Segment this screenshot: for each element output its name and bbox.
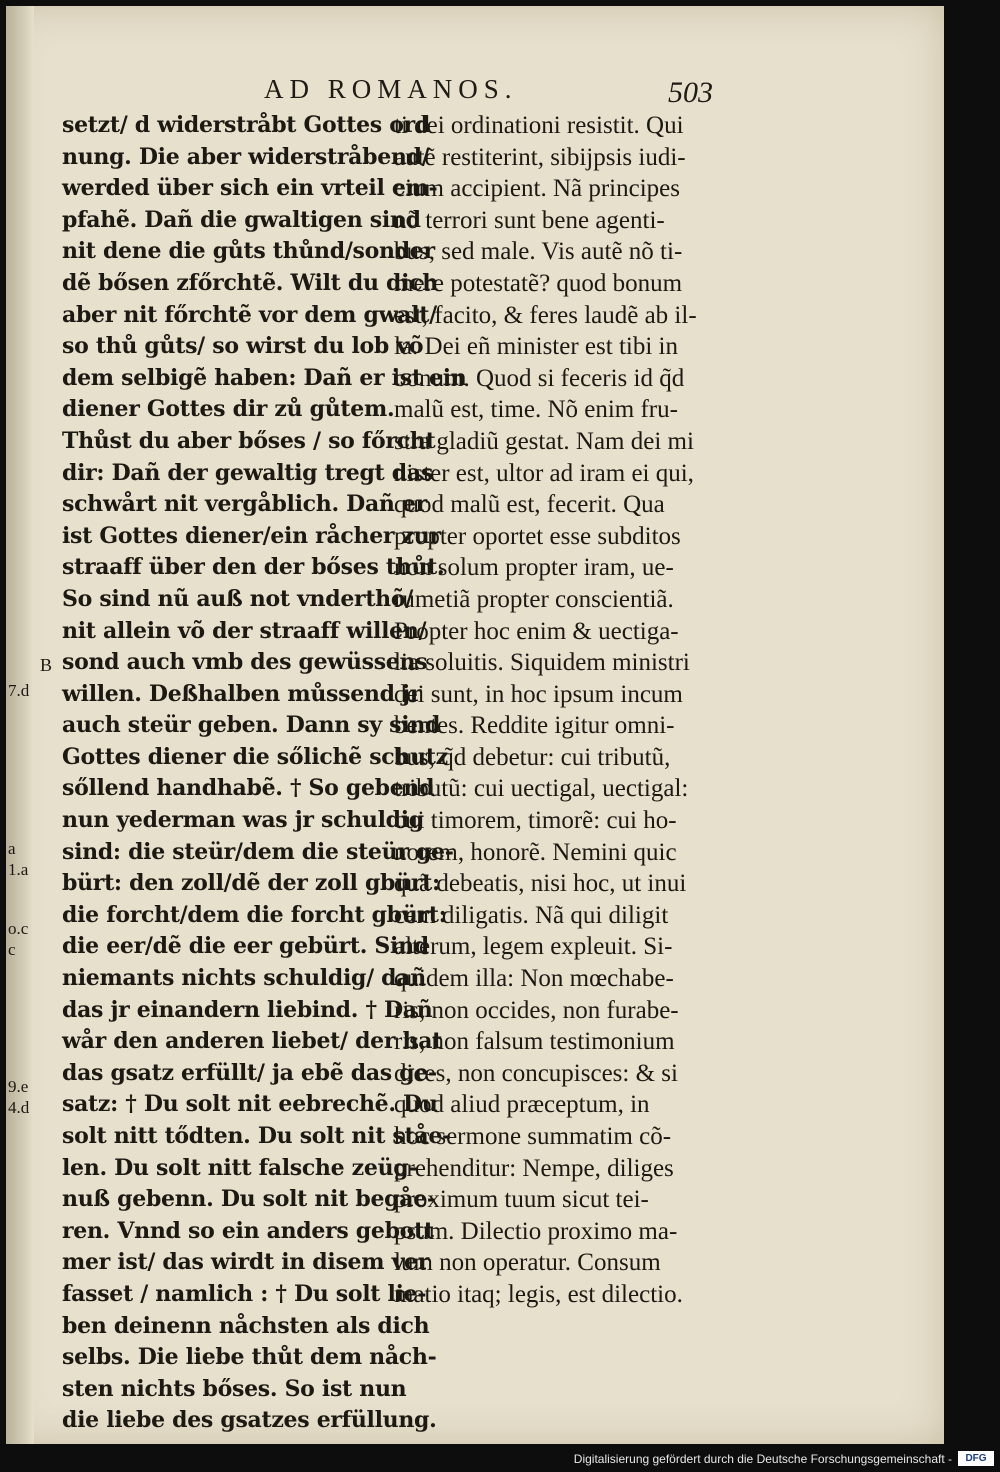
- text-line: fasset / namlich : † Du solt lie-: [62, 1280, 427, 1307]
- text-line: schwårt nit vergåblich. Dañ er: [62, 491, 427, 518]
- text-line: nit allein võ der straaff willen/: [62, 617, 427, 644]
- text-line: solt nitt tődten. Du solt nit ståe-: [62, 1123, 451, 1149]
- text-line: das gsatz erfüllt/ ja ebẽ das ge-: [62, 1059, 437, 1086]
- text-line: dẽ bősen zfőrchtẽ. Wilt du dich: [62, 269, 438, 296]
- text-line: selbs. Die liebe thůt dem nåch-: [62, 1344, 437, 1371]
- text-line: sőllend handhabẽ. † So gebend: [62, 775, 435, 802]
- margin-letter: B: [40, 655, 53, 675]
- text-line: Propter hoc enim & uectiga-: [394, 617, 679, 645]
- text-line: norem, honorẽ. Nemini quic: [394, 838, 677, 866]
- text-line: satz: † Du solt nit eebrechẽ. Du: [62, 1091, 438, 1118]
- text-line: nõ terrori sunt bene agenti-: [394, 206, 665, 234]
- text-line: mere potestatẽ? quod bonum: [394, 269, 683, 297]
- text-line: dei sunt, in hoc ipsum incum: [394, 680, 683, 708]
- text-line: propter oportet esse subditos: [394, 522, 681, 550]
- text-line: nit dene die gůts thůnd/sonder: [62, 238, 435, 265]
- text-line: straaff über den der bőses thůt.: [62, 554, 445, 581]
- text-line: Gottes diener die sőlichẽ schutz: [62, 743, 448, 770]
- margin-reference: a: [8, 839, 16, 858]
- margin-reference: 4.d: [8, 1098, 30, 1117]
- text-line: cem diligatis. Nã qui diligit: [394, 901, 669, 929]
- text-line: rumetiã propter conscientiã.: [394, 585, 674, 613]
- text-line: ris, non falsum testimonium: [394, 1028, 675, 1056]
- text-line: die forcht/dem die forcht gbürt:: [62, 901, 447, 928]
- text-line: sind: die steür/dem die steür ge-: [62, 838, 454, 865]
- text-line: dem selbigẽ haben: Dañ er ist ein: [62, 364, 467, 391]
- text-line: tributũ: cui uectigal, uectigal:: [394, 775, 689, 803]
- text-line: nung. Die aber widerstråbend/: [62, 143, 430, 170]
- text-line: quod malũ est, fecerit. Qua: [394, 491, 665, 519]
- text-line: proximum tuum sicut tei-: [394, 1186, 649, 1214]
- text-line: hoc sermone summatim cõ-: [394, 1123, 672, 1150]
- text-line: autẽ restiterint, sibijpsis iudi-: [394, 143, 686, 171]
- text-line: nun yederman was jr schuldig: [62, 807, 424, 834]
- text-line: nister est, ultor ad iram ei qui,: [394, 459, 694, 487]
- margin-reference: 9.e: [8, 1077, 29, 1096]
- text-line: cui timorem, timorẽ: cui ho-: [394, 807, 677, 835]
- text-line: quidem illa: Non mœchabe-: [394, 965, 674, 993]
- dfg-logo: DFG: [958, 1451, 994, 1466]
- text-line: la. Dei eñ minister est tibi in: [394, 333, 678, 361]
- text-line: dir: Dañ der gewaltig tregt das: [62, 459, 433, 486]
- text-line: cium accipient. Nã principes: [394, 175, 680, 203]
- text-line: quã debeatis, nisi hoc, ut inui: [394, 870, 687, 898]
- page-number: 503: [668, 76, 713, 109]
- funding-credit: Digitalisierung gefördert durch die Deutsche Forschungsgemeinschaft -: [573, 1452, 952, 1466]
- text-line: niemants nichts schuldig/ dañ: [62, 965, 426, 992]
- running-head: AD ROMANOS.: [264, 74, 518, 104]
- text-line: ist Gottes diener/ein råcher zur: [62, 522, 441, 549]
- text-line: bentes. Reddite igitur omni-: [394, 712, 675, 740]
- text-line: aber nit főrchtẽ vor dem gwalt/: [62, 301, 437, 328]
- text-line: Thůst du aber bőses / so főrcht: [62, 427, 436, 454]
- latin-text-column: [394, 110, 712, 1311]
- text-line: sten nichts bőses. So ist nun: [62, 1375, 407, 1402]
- text-line: bürt: den zoll/dẽ der zoll gbürt:: [62, 870, 440, 897]
- text-line: sond auch vmb des gewüssens: [62, 649, 428, 676]
- text-line: ti dei ordinationi resistit. Qui: [394, 112, 684, 139]
- text-line: die eer/dẽ die eer gebürt. Sind: [62, 933, 429, 960]
- text-line: alterum, legem expleuit. Si-: [394, 933, 673, 961]
- text-line: ris, non occides, non furabe-: [394, 996, 679, 1024]
- text-line: diener Gottes dir zů gůtem.: [62, 396, 395, 423]
- margin-reference: 1.a: [8, 860, 29, 879]
- text-line: ben deinenn nåchsten als dich: [62, 1312, 430, 1339]
- text-line: bonum. Quod si feceris id q̃d: [394, 364, 685, 392]
- text-line: prehenditur: Nempe, diliges: [394, 1154, 674, 1182]
- margin-reference: o.c: [8, 919, 29, 938]
- text-line: stra gladiũ gestat. Nam dei mi: [394, 427, 694, 455]
- text-line: setzt/ d widerstråbt Gottes ord: [62, 112, 430, 138]
- text-line: bus, sed male. Vis autẽ nõ ti-: [394, 238, 683, 266]
- text-line: auch steür geben. Dann sy sind: [62, 712, 441, 739]
- margin-reference: c: [8, 940, 16, 959]
- text-line: mer ist/ das wirdt in disem ver: [62, 1249, 430, 1276]
- text-line: malũ est, time. Nõ enim fru-: [394, 396, 678, 424]
- page-gutter: [6, 6, 34, 1444]
- text-line: So sind nũ auß not vnderthõ/: [62, 585, 413, 612]
- text-line: dices, non concupisces: & si: [394, 1059, 678, 1087]
- text-line: len. Du solt nitt falsche zeüg-: [62, 1154, 418, 1181]
- text-line: lum non operatur. Consum: [394, 1249, 661, 1277]
- text-line: werded über sich ein vrteil em-: [62, 175, 438, 202]
- page-header: [6, 74, 944, 108]
- text-line: pfahẽ. Dañ die gwaltigen sind: [62, 206, 421, 233]
- book-page: [6, 6, 944, 1444]
- text-line: non solum propter iram, ue-: [394, 554, 674, 582]
- footer-bar: [0, 1448, 1000, 1470]
- text-line: so thů gůts/ so wirst du lob võ: [62, 333, 424, 360]
- german-text-column: [62, 110, 467, 1437]
- text-line: nuß gebenn. Du solt nit begåe-: [62, 1186, 436, 1213]
- text-line: wår den anderen liebet/ der hat: [62, 1028, 443, 1055]
- margin-reference: 7.d: [8, 681, 30, 700]
- text-line: est, facito, & feres laudẽ ab il-: [394, 301, 697, 329]
- text-line: matio itaq; legis, est dilectio.: [394, 1280, 683, 1308]
- text-line: bus, q̃d debetur: cui tributũ,: [394, 743, 671, 771]
- text-line: die liebe des gsatzes erfüllung.: [62, 1407, 437, 1434]
- text-line: quod aliud præceptum, in: [394, 1091, 650, 1119]
- text-line: lia soluitis. Siquidem ministri: [394, 649, 690, 677]
- text-line: das jr einandern liebind. † Dañ: [62, 996, 433, 1023]
- text-line: psum. Dilectio proximo ma-: [394, 1217, 678, 1245]
- text-line: ren. Vnnd so ein anders gebott: [62, 1217, 434, 1244]
- text-line: willen. Deßhalben můssend jr: [62, 680, 421, 707]
